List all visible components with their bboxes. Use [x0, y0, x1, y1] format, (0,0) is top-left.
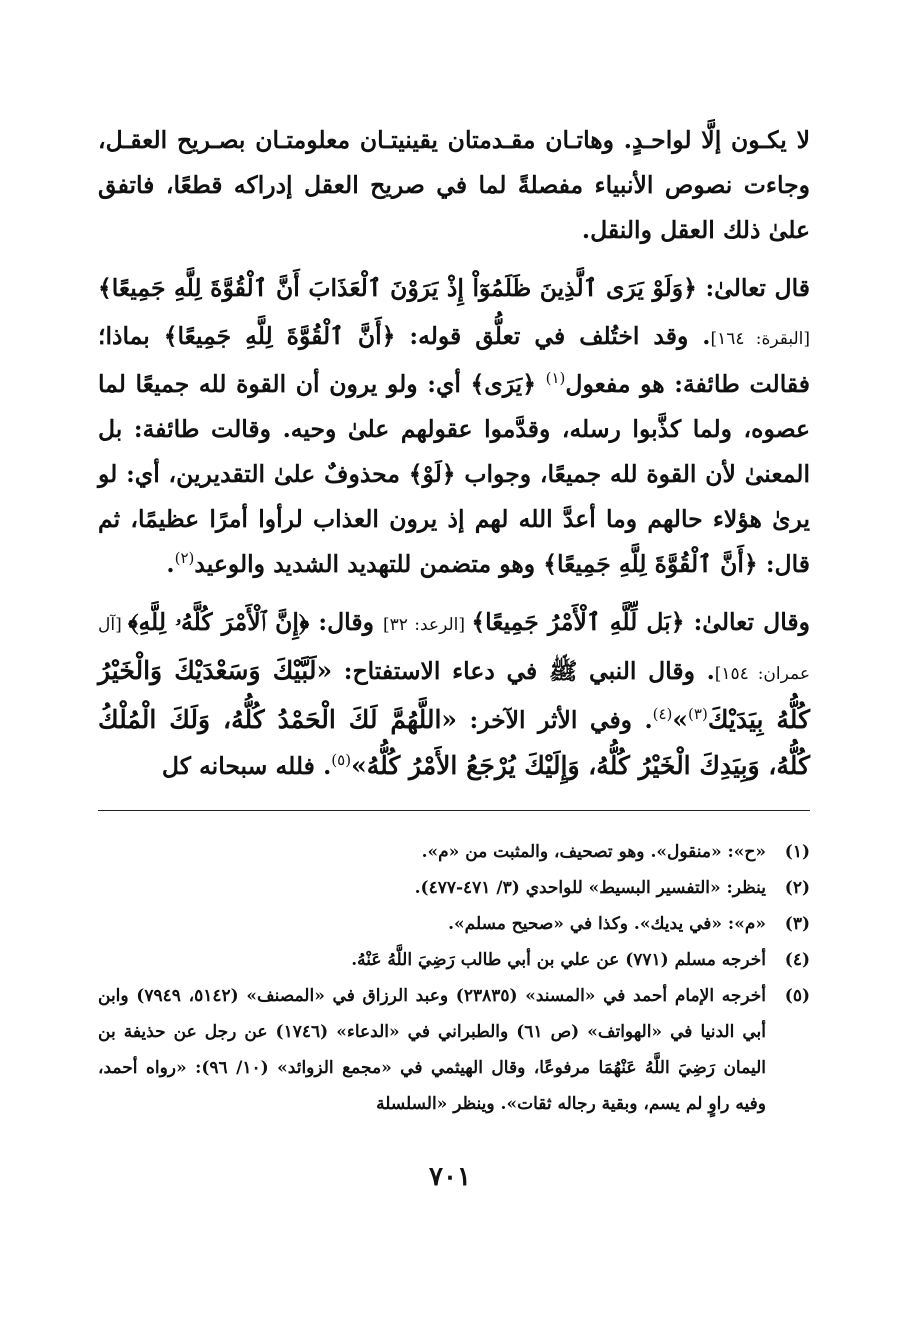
- footnote-2: [98, 870, 810, 906]
- footnote-number: (٤): [784, 950, 810, 970]
- footnote-text: «م»: «في يديك». وكذا في «صحيح مسلم».: [448, 914, 766, 934]
- footnote-number: (٣): [784, 914, 810, 934]
- text: . وقال النبي ﷺ في دعاء الاستفتاح:: [332, 657, 715, 685]
- footnote-ref[interactable]: (٣): [688, 705, 708, 723]
- hadith-quote-end: »: [672, 705, 689, 734]
- paragraph-1: لا يكـون إلَّا لواحـدٍ. وهاتـان مقـدمتان يقينيتـان معلومتـان بصـريح العقـل، وجاءت نصوص الأنبياء مفصلةً لما في صريح العقل إدراكه قطعًا، فاتفق علىٰ ذلك العقل والنقل.: [98, 126, 810, 244]
- text: وقال:: [309, 608, 384, 636]
- quran-verse: ﴿أَنَّ ٱلْقُوَّةَ لِلَّهِ جَمِيعًا﴾: [163, 322, 396, 350]
- verse-reference: [الرعد: ٣٢]: [383, 615, 472, 635]
- text: أي: ولو يرون أن القوة لله جميعًا لما عصوه، ولما كذَّبوا رسله، وقدَّموا عقولهم علىٰ وحيه. وقالت طائفة: بل المعنىٰ لأن القوة لله جميعًا، وجواب: [98, 370, 810, 488]
- footnote-ref[interactable]: (٤): [652, 705, 673, 723]
- paragraph-2: [98, 266, 810, 587]
- footnote-text: «ح»: «منقول». وهو تصحيف، والمثبت من «م».: [421, 842, 766, 862]
- footnote-4: [98, 942, 810, 978]
- text: وقال تعالىٰ:: [684, 608, 810, 636]
- quran-verse: ﴿أَنَّ ٱلْقُوَّةَ لِلَّهِ جَمِيعًا﴾: [543, 550, 758, 578]
- quran-verse: ﴿بَل لِّلَّهِ ٱلْأَمْرُ جَمِيعًا﴾: [471, 608, 685, 636]
- footnote-text: أخرجه الإمام أحمد في «المسند» (٢٣٨٣٥) وعبد الرزاق في «المصنف» (٥١٤٢، ٧٩٤٩) وابن أبي الدنيا في «الهواتف» (ص ٦١) والطبراني في «الدعاء» (١٧٤٦) عن رجل عن حذيفة بن اليمان رَضِيَ اللَّهُ عَنْهُمَا مرفوعًا، وقال الهيثمي في «مجمع الزوائد» (١٠/ ٩٦): «رواه أحمد، وفيه راوٍ لم يسم، وبقية رجاله ثقات». وينظر «السلسلة: [98, 986, 766, 1114]
- footnote-separator: [98, 810, 810, 811]
- quran-verse: ﴿إِنَّ ٱلْأَمْرَ كُلَّهُۥ لِلَّهِ﴾: [128, 608, 310, 636]
- quran-verse: ﴿لَوْ﴾: [408, 460, 456, 488]
- footnote-ref[interactable]: (٥): [331, 751, 352, 769]
- footnote-ref[interactable]: (١): [545, 369, 566, 387]
- hadith-quote: «اللَّهُمَّ لَكَ الْحَمْدُ كُلُّهُ، وَلَكَ الْمُلْكُ كُلُّهُ، وَبِيَدِكَ الْخَيْرُ كُلُّهُ، وَإِلَيْكَ يُرْجَعُ الأَمْرُ كُلُّهُ»: [98, 705, 810, 780]
- quran-verse: ﴿يَرَى﴾: [470, 370, 546, 398]
- footnote-number: (١): [784, 842, 810, 862]
- text: . وفي الأثر الآخر:: [457, 706, 653, 734]
- footnote-ref[interactable]: (٢): [174, 549, 195, 567]
- text: . فلله سبحانه كل: [161, 752, 332, 780]
- footnote-text: أخرجه مسلم (٧٧١) عن علي بن أبي طالب رَضِيَ اللَّهُ عَنْهُ.: [351, 950, 766, 970]
- paragraph-3: [98, 600, 810, 789]
- verse-reference: [آل عمران: ١٥٤]: [98, 615, 810, 684]
- text: محذوفٌ علىٰ التقديرين، أي: لو يرىٰ هؤلاء حالهم وما أعدَّ الله لهم إذ يرون العذاب لرأوا أمرًا عظيمًا، ثم قال:: [98, 460, 810, 578]
- main-text: [98, 118, 810, 789]
- footnote-text: ينظر: «التفسير البسيط» للواحدي (٣/ ٤٧١-٤٧٧).: [414, 878, 766, 898]
- text: . وقد اختُلف في تعلُّق قوله:: [395, 322, 711, 350]
- page-number: ٧٠١: [429, 1162, 471, 1192]
- text: بماذا؛ فقالت طائفة: هو مفعول: [98, 322, 810, 398]
- verse-reference: [البقرة: ١٦٤]: [710, 329, 810, 349]
- text: قال تعالىٰ:: [696, 274, 810, 302]
- text: وهو متضمن للتهديد الشديد والوعيد: [194, 550, 544, 578]
- footnote-number: (٥): [784, 986, 810, 1006]
- quran-verse: ﴿وَلَوْ يَرَى ٱلَّذِينَ ظَلَمُوٓاْ إِذْ يَرَوْنَ ٱلْعَذَابَ أَنَّ ٱلْقُوَّةَ لِلَّهِ جَمِيعًا﴾: [98, 274, 697, 302]
- footnote-number: (٢): [784, 878, 810, 898]
- footnote-1: [98, 834, 810, 870]
- footnotes: [98, 834, 810, 1122]
- footnote-3: [98, 906, 810, 942]
- text: .: [166, 550, 175, 578]
- hadith-quote: «لَبَّيْكَ وَسَعْدَيْكَ وَالْخَيْرُ كُلُّهُ بِيَدَيْكَ: [98, 656, 810, 734]
- footnote-5: [98, 978, 810, 1122]
